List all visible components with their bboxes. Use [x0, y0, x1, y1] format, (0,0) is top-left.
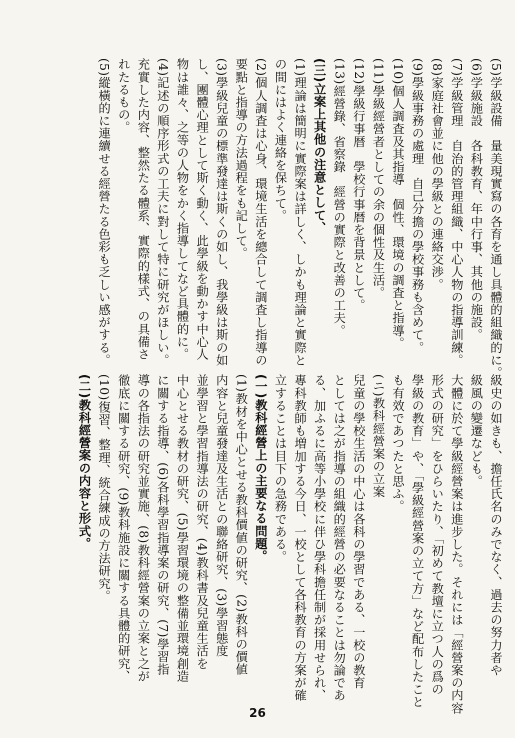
text-line: (10)個人調査及其指導 個性、環境の調査と指導。	[391, 58, 406, 350]
text-line: (1)教材を中心とせる教科價値の研究、(2)教科の價値	[234, 374, 249, 676]
text-line: 要點と指導の方法過程をも記して。	[234, 58, 249, 260]
text-line: も有效であつたと思ふ。	[391, 374, 406, 513]
text-line: (三)立案上其他の注意として、	[312, 58, 327, 234]
text-line: 級風の變遷なども。	[469, 374, 484, 488]
text-line: (一)教科經營上の主要なる問題。	[253, 374, 268, 563]
page-number: 26	[249, 706, 266, 720]
text-line: (3)學級兒童の標準發達は斯くの如し、我學級は斯の如	[214, 58, 229, 367]
text-line: 内容と兒童發達及生活との聯絡研究、(3)學習態度	[214, 374, 229, 658]
text-line: 形式の研究」をひらいたり、「初めて教壇に立つ人の爲の	[430, 374, 445, 696]
text-line: し、團體心理として斯く動く、此學級を動かす中心人	[195, 58, 210, 361]
text-line: (2)個人調査は心身、環境生活を總合して調査し指導の	[253, 58, 268, 367]
text-line: 導の各指法の研究並實施、(8)教科經營案の立案と之が	[136, 374, 151, 683]
text-line: (13)經營錄、省察錄 經營の實際と改善の工夫。	[332, 58, 347, 337]
text-line: としては之が指導の組織的經營の必要なることは勿論であ	[332, 374, 347, 702]
text-line: 徹底に關する研究、(9)教科施設に關する具體的研究、	[116, 374, 131, 683]
text-line: (5)縱橫的に連續せる經營たる色彩も乏しい感がする。	[97, 58, 112, 367]
text-line: 充實した内容、整然たる體系、實際的樣式、の具備さ	[136, 58, 151, 361]
text-line: れたるもの。	[116, 58, 131, 134]
text-line: の間にはよく連絡を保ちて。	[273, 58, 288, 222]
text-line: (9)學級事務の處理 自己分擔の學校事務も含めて。	[410, 58, 425, 354]
text-line: る、加ふるに高等小學校に伴ひ學科擔任制が採用せられ、	[312, 374, 327, 702]
text-line: (1)理論は簡明に實際案は詳しく、しかも理論と實際と	[293, 58, 308, 367]
text-line: 級史の如きも、擔任氏名のみでなく、過去の努力者や	[489, 374, 503, 677]
text-line: 並學習と學習指導法の研究、(4)教科書及兒童生活を	[195, 374, 210, 670]
text-line: (5)学級設備 量美現實寫の各育を通し具體的組織的に。	[489, 58, 503, 379]
text-line: (12)學級行事暦 學校行事暦を背景として。	[351, 58, 366, 312]
text-line: 專科教師も増加する今日、一校として各科教育の方案が確	[293, 374, 308, 702]
text-line: に關する指導、(6)各科學習指導案の研究、(7)學習指	[155, 374, 170, 676]
text-line: (10)復習、整理、統合練成の方法研究。	[97, 374, 112, 603]
text-line: (11)學級經營者としての余の個性及生活。	[371, 58, 386, 299]
text-line: (6)学級施設 各科教育、年中行事、其他の施設。	[469, 58, 484, 342]
upper-text-block	[10, 58, 505, 379]
text-line: (4)記述の順序形式の工夫に對して特に研究がほしい。	[155, 58, 170, 367]
text-line: 學級の教育」や、「學級經營案の立て方」など配布したこと	[410, 374, 425, 709]
text-line: 中心とせる教材の研究、(5)學習環境の整備並環境創造	[175, 374, 190, 683]
text-line: (8)家庭社會並に他の學級との連絡交渉。	[430, 58, 445, 291]
text-line: (7)学級管理 自治的管理組織、中心人物の指導訓練。	[449, 58, 464, 367]
text-line: 立することは目下の急務である。	[273, 374, 288, 563]
text-line: (ニ)教科經營案の立案	[371, 374, 386, 498]
text-line: 大體に於て學級經營案は進步した。それには「經營案の内容	[449, 374, 464, 715]
text-line: 物は誰々、之等の人物をかく指導してなど具體的に。	[175, 58, 190, 361]
text-line: (二)教科經營案の内容と形式。	[77, 374, 92, 550]
text-line: 兒童の學校生活の中心は各科の學習である、一校の教育	[351, 374, 366, 689]
